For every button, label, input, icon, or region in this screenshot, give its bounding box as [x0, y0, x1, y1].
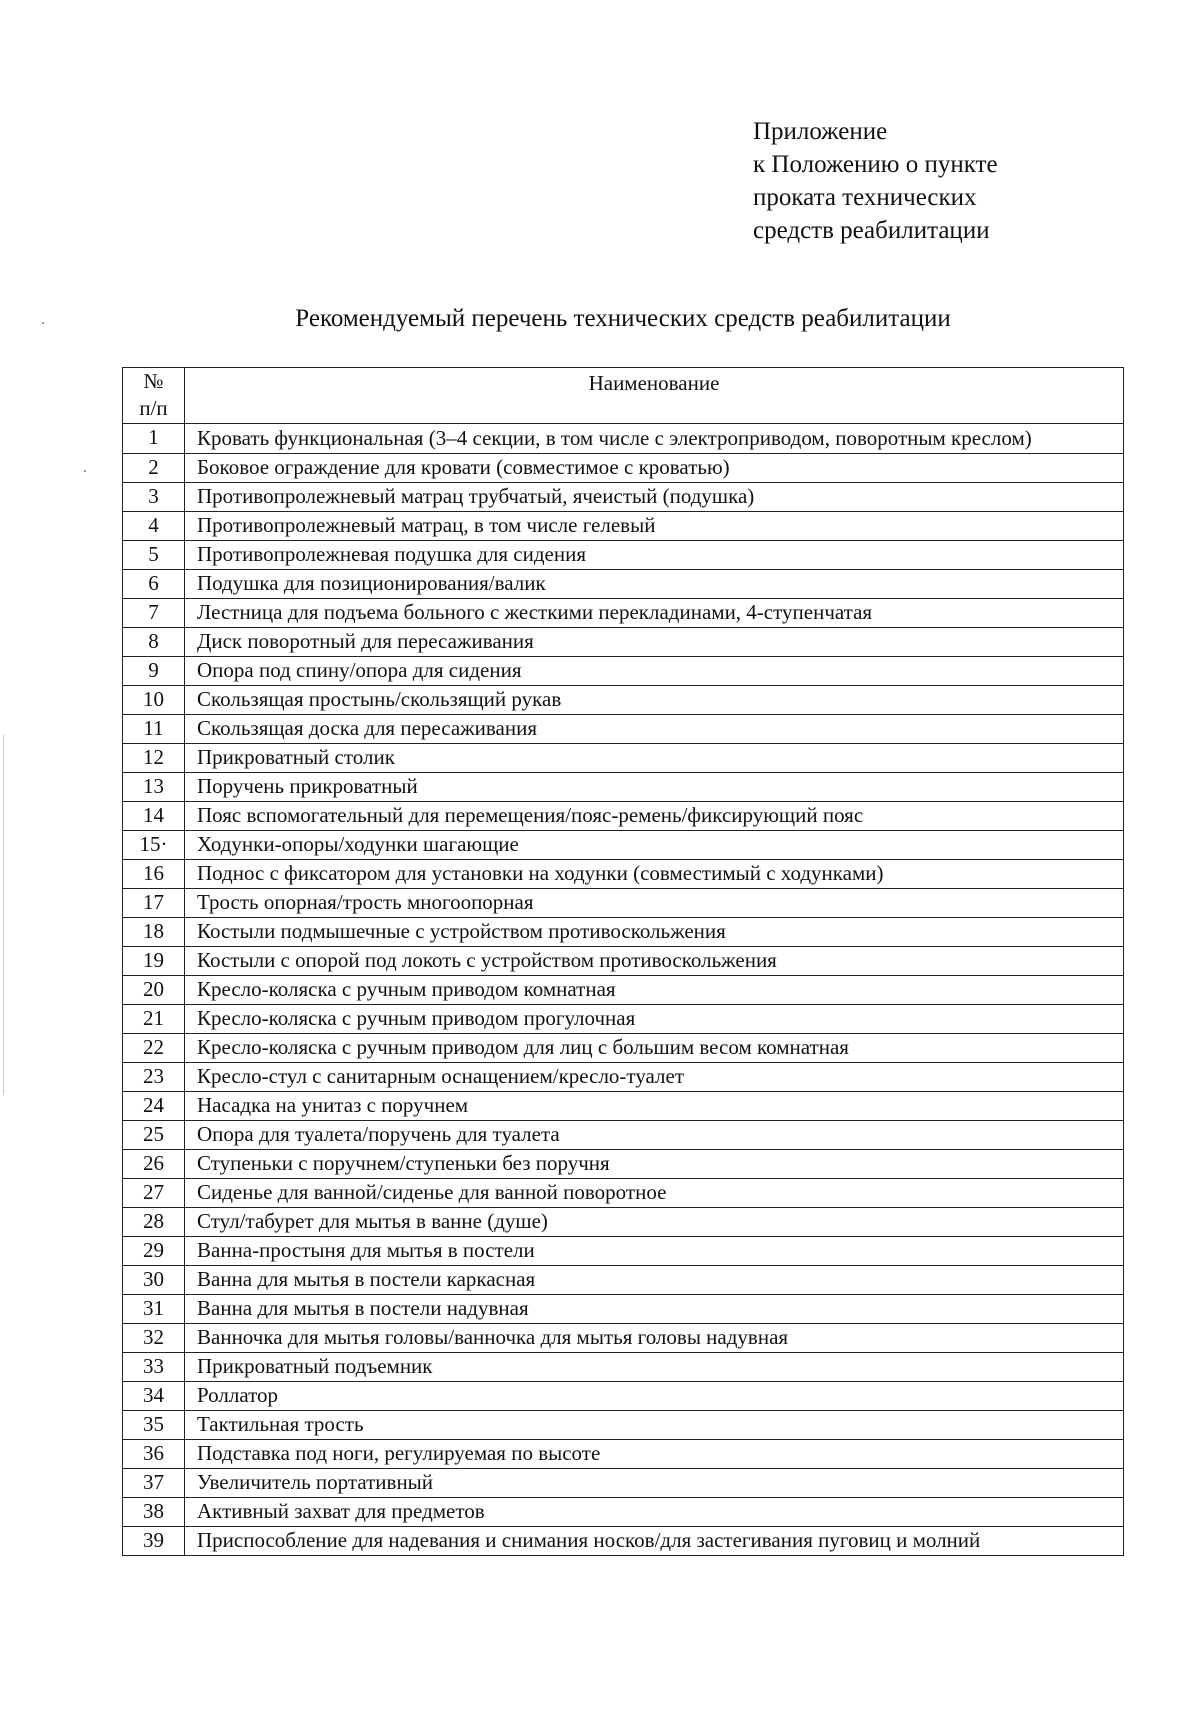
table-row	[123, 1266, 1124, 1295]
row-name-cell: Ванна для мытья в постели каркасная	[185, 1266, 1124, 1295]
table-row	[123, 1179, 1124, 1208]
row-name-cell: Прикроватный столик	[185, 744, 1124, 773]
row-name-cell: Насадка на унитаз с поручнем	[185, 1092, 1124, 1121]
number-header-symbol: №	[143, 369, 164, 393]
row-number-cell: 27	[123, 1179, 185, 1208]
row-number-cell: 4	[123, 512, 185, 541]
row-name-cell: Противопролежневый матрац, в том числе гелевый	[185, 512, 1124, 541]
row-number-cell: 14	[123, 802, 185, 831]
row-number-cell: 10	[123, 686, 185, 715]
row-name-cell: Увеличитель портативный	[185, 1469, 1124, 1498]
number-header-abbrev: п/п	[139, 396, 168, 420]
table-row	[123, 570, 1124, 599]
appendix-block	[753, 115, 998, 247]
row-name-cell: Трость опорная/трость многоопорная	[185, 889, 1124, 918]
row-number-cell: 21	[123, 1005, 185, 1034]
row-name-cell: Костыли с опорой под локоть с устройством противоскольжения	[185, 947, 1124, 976]
row-number-cell: 2	[123, 454, 185, 483]
appendix-line: к Положению о пункте	[753, 151, 998, 178]
table-row	[123, 424, 1124, 454]
table-row	[123, 715, 1124, 744]
table-row	[123, 1063, 1124, 1092]
table-row	[123, 1092, 1124, 1121]
row-number-cell: 20	[123, 976, 185, 1005]
row-number-cell: 37	[123, 1469, 185, 1498]
row-number-cell: 1	[123, 424, 185, 454]
table-row	[123, 657, 1124, 686]
row-name-cell: Ступеньки с поручнем/ступеньки без поручня	[185, 1150, 1124, 1179]
table-row	[123, 454, 1124, 483]
row-name-cell: Противопролежневый матрац трубчатый, ячеистый (подушка)	[185, 483, 1124, 512]
scan-edge-line	[3, 735, 4, 1095]
row-name-cell: Кресло-стул с санитарным оснащением/кресло-туалет	[185, 1063, 1124, 1092]
row-number-cell: 28	[123, 1208, 185, 1237]
row-number-cell: 3	[123, 483, 185, 512]
row-number-cell: 13	[123, 773, 185, 802]
row-name-cell: Подушка для позиционирования/валик	[185, 570, 1124, 599]
row-name-cell: Противопролежневая подушка для сидения	[185, 541, 1124, 570]
row-name-cell: Активный захват для предметов	[185, 1498, 1124, 1527]
row-name-cell: Диск поворотный для пересаживания	[185, 628, 1124, 657]
row-name-cell: Ходунки-опоры/ходунки шагающие	[185, 831, 1124, 860]
table-row	[123, 1498, 1124, 1527]
table-row	[123, 947, 1124, 976]
row-name-cell: Роллатор	[185, 1382, 1124, 1411]
table-row	[123, 686, 1124, 715]
table-row	[123, 599, 1124, 628]
table-row	[123, 1469, 1124, 1498]
table-row	[123, 744, 1124, 773]
row-number-cell: 32	[123, 1324, 185, 1353]
row-number-cell: 30	[123, 1266, 185, 1295]
row-number-cell: 34	[123, 1382, 185, 1411]
row-number-cell: 9	[123, 657, 185, 686]
table-row	[123, 1208, 1124, 1237]
document-title: Рекомендуемый перечень технических средств реабилитации	[295, 305, 951, 332]
row-number-cell: 35	[123, 1411, 185, 1440]
row-number-cell: 39	[123, 1527, 185, 1556]
row-name-cell: Костыли подмышечные с устройством противоскольжения	[185, 918, 1124, 947]
row-name-cell: Сиденье для ванной/сиденье для ванной поворотное	[185, 1179, 1124, 1208]
table-row	[123, 976, 1124, 1005]
appendix-line: средств реабилитации	[753, 217, 990, 244]
table-row	[123, 1295, 1124, 1324]
table-row	[123, 1440, 1124, 1469]
row-number-cell: 19	[123, 947, 185, 976]
row-name-cell: Ванночка для мытья головы/ванночка для мытья головы надувная	[185, 1324, 1124, 1353]
row-name-cell: Прикроватный подъемник	[185, 1353, 1124, 1382]
row-number-cell: 31	[123, 1295, 185, 1324]
row-number-cell: 15·	[123, 831, 185, 860]
row-name-cell: Опора для туалета/поручень для туалета	[185, 1121, 1124, 1150]
row-number-cell: 11	[123, 715, 185, 744]
table-row	[123, 1237, 1124, 1266]
table-row	[123, 1527, 1124, 1556]
row-name-cell: Кресло-коляска с ручным приводом прогулочная	[185, 1005, 1124, 1034]
row-number-cell: 33	[123, 1353, 185, 1382]
row-number-cell: 17	[123, 889, 185, 918]
row-number-cell: 26	[123, 1150, 185, 1179]
row-name-cell: Ванна для мытья в постели надувная	[185, 1295, 1124, 1324]
row-number-cell: 12	[123, 744, 185, 773]
row-number-cell: 5	[123, 541, 185, 570]
appendix-line: проката технических	[753, 184, 977, 211]
row-number-cell: 23	[123, 1063, 185, 1092]
row-number-cell: 18	[123, 918, 185, 947]
row-number-cell: 6	[123, 570, 185, 599]
table-row	[123, 918, 1124, 947]
row-name-cell: Опора под спину/опора для сидения	[185, 657, 1124, 686]
name-column-header: Наименование	[185, 368, 1124, 424]
table-row	[123, 512, 1124, 541]
table-row	[123, 1382, 1124, 1411]
table-row	[123, 1150, 1124, 1179]
number-column-header	[123, 368, 185, 424]
row-number-cell: 16	[123, 860, 185, 889]
table-row	[123, 831, 1124, 860]
row-number-cell: 25	[123, 1121, 185, 1150]
row-name-cell: Ванна-простыня для мытья в постели	[185, 1237, 1124, 1266]
table-row	[123, 889, 1124, 918]
row-number-cell: 36	[123, 1440, 185, 1469]
row-name-cell: Пояс вспомогательный для перемещения/пояс-ремень/фиксирующий пояс	[185, 802, 1124, 831]
row-name-cell: Скользящая простынь/скользящий рукав	[185, 686, 1124, 715]
table-row	[123, 860, 1124, 889]
table-row	[123, 802, 1124, 831]
row-name-cell: Скользящая доска для пересаживания	[185, 715, 1124, 744]
table-row	[123, 1324, 1124, 1353]
row-name-cell: Кресло-коляска с ручным приводом комнатная	[185, 976, 1124, 1005]
row-name-cell: Боковое ограждение для кровати (совместимое с кроватью)	[185, 454, 1124, 483]
table-header-row	[123, 368, 1124, 424]
row-name-cell: Кресло-коляска с ручным приводом для лиц с большим весом комнатная	[185, 1034, 1124, 1063]
appendix-line: Приложение	[753, 118, 888, 145]
row-name-cell: Тактильная трость	[185, 1411, 1124, 1440]
row-number-cell: 38	[123, 1498, 185, 1527]
table-row	[123, 628, 1124, 657]
row-name-cell: Поручень прикроватный	[185, 773, 1124, 802]
table-row	[123, 773, 1124, 802]
table-body	[123, 424, 1124, 1556]
table-row	[123, 541, 1124, 570]
scan-dot	[42, 322, 44, 324]
scan-dot	[84, 470, 86, 472]
row-number-cell: 7	[123, 599, 185, 628]
table-row	[123, 1353, 1124, 1382]
row-name-cell: Лестница для подъема больного с жесткими перекладинами, 4-ступенчатая	[185, 599, 1124, 628]
table-row	[123, 1121, 1124, 1150]
row-name-cell: Поднос с фиксатором для установки на ходунки (совместимый с ходунками)	[185, 860, 1124, 889]
row-number-cell: 22	[123, 1034, 185, 1063]
row-name-cell: Стул/табурет для мытья в ванне (душе)	[185, 1208, 1124, 1237]
table-row	[123, 1411, 1124, 1440]
table-row	[123, 483, 1124, 512]
row-name-cell: Подставка под ноги, регулируемая по высоте	[185, 1440, 1124, 1469]
row-number-cell: 24	[123, 1092, 185, 1121]
table-row	[123, 1005, 1124, 1034]
row-name-cell: Приспособление для надевания и снимания носков/для застегивания пуговиц и молний	[185, 1527, 1124, 1556]
row-number-cell: 8	[123, 628, 185, 657]
table-row	[123, 1034, 1124, 1063]
row-name-cell: Кровать функциональная (3–4 секции, в том числе с электроприводом, поворотным креслом)	[185, 424, 1124, 454]
row-number-cell: 29	[123, 1237, 185, 1266]
rehabilitation-items-table	[122, 367, 1124, 1556]
